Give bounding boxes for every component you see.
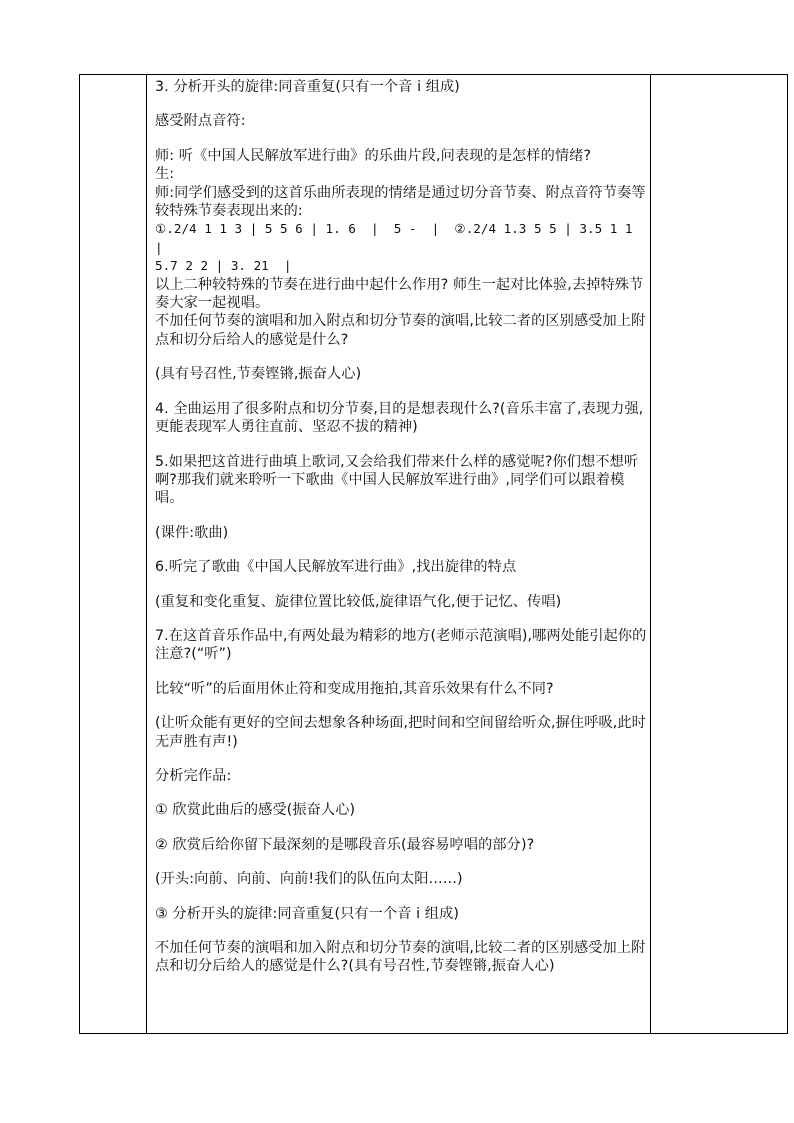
paragraph-point-4: 4. 全曲运用了很多附点和切分节奏,目的是想表现什么?(音乐丰富了,表现力强,更能表现军人勇往直前、坚忍不拔的精神) [155,400,644,436]
paragraph-courseware: (课件:歌曲) [155,524,229,541]
paragraph-item-3: ③ 分析开头的旋律:同音重复(只有一个音 i 组成) [155,905,460,922]
paragraph-rest-answer: (让听众能有更好的空间去想象各种场面,把时间和空间留给听众,摒住呼吸,此时无声胜有声!) [155,715,646,750]
paragraph-analysis-opening: 3. 分析开头的旋律:同音重复(只有一个音 i 组成) [155,79,460,95]
paragraph-analysis-done: 分析完作品: [155,767,232,784]
paragraph-item-1: ① 欣赏此曲后的感受(振奋人心) [155,802,356,819]
paragraph-comparison: 以上二种较特殊的节奏在进行曲中起什么作用? 师生一起对比体验,去掉特殊节奏大家一起视唱。 [155,276,644,312]
lesson-content-cell [155,78,647,976]
table-column-divider-left [146,74,147,1034]
paragraph-melody-features: (重复和变化重复、旋律位置比较低,旋律语气化,便于记忆、传唱) [155,593,562,610]
paragraph-teacher-question: 师: 听《中国人民解放军进行曲》的乐曲片段,问表现的是怎样的情绪? [155,147,592,164]
paragraph-student: 生: [155,166,175,183]
paragraph-point-5: 5.如果把这首进行曲填上歌词,又会给我们带来什么样的感觉呢?你们想不想听啊?那我们就来聆听一下歌曲《中国人民解放军进行曲》,同学们可以跟着模唱。 [155,453,639,507]
table-left-border [79,74,80,1034]
paragraph-rest-comparison: 比较“听”的后面用休止符和变成用拖拍,其音乐效果有什么不同? [155,680,554,697]
paragraph-teacher-explanation: 师:同学们感受到的这首乐曲所表现的情绪是通过切分音节奏、附点音符节奏等较特殊节奏表现出来的: [155,184,646,220]
paragraph-dotted-notes: 感受附点音符: [155,113,246,130]
paragraph-rhythm-line-1: ①.2/4 1 1 3 | 5 5 6 | 1. 6 | 5 - | ②.2/4 1.3 5 5 | 3.5 1 1 | [155,221,641,255]
paragraph-item-2: ② 欣赏后给你留下最深刻的是哪段音乐(最容易哼唱的部分)? [155,836,535,853]
paragraph-final-comparison: 不加任何节奏的演唱和加入附点和切分节奏的演唱,比较二者的区别感受加上附点和切分后给人的感觉是什么?(具有号召性,节奏铿锵,振奋人心) [155,940,646,975]
paragraph-rhythm-line-2: 5.7 2 2 | 3. 21 | [155,258,292,274]
table-bottom-border [79,1033,788,1034]
table-column-divider-right [650,74,651,1034]
table-top-border [79,74,788,75]
paragraph-opening-lyrics: (开头:向前、向前、向前!我们的队伍向太阳……) [155,871,463,888]
paragraph-answer-1: (具有号召性,节奏铿锵,振奋人心) [155,366,362,383]
paragraph-point-6: 6.听完了歌曲《中国人民解放军进行曲》,找出旋律的特点 [155,559,517,576]
paragraph-no-rhythm: 不加任何节奏的演唱和加入附点和切分节奏的演唱,比较二者的区别感受加上附点和切分后给人的感觉是什么? [155,313,646,348]
table-right-border [787,74,788,1034]
paragraph-point-7: 7.在这首音乐作品中,有两处最为精彩的地方(老师示范演唱),哪两处能引起你的注意?(“听”) [155,627,647,663]
